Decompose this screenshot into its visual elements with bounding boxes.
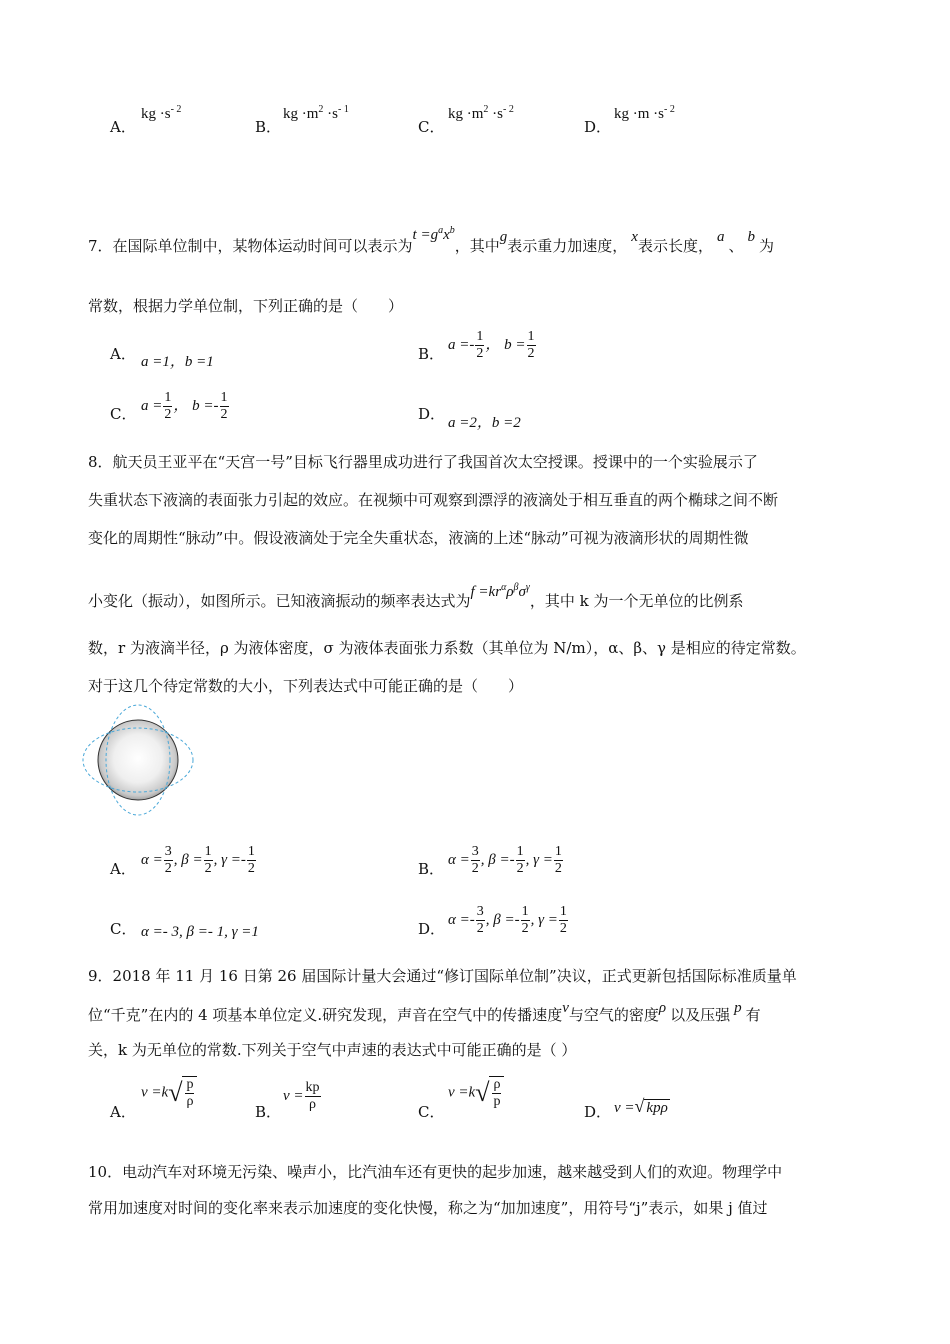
- q9-option-c-value: v =k√ $\frac{\rho}{p}$: [448, 1076, 504, 1110]
- q8-option-a-value: α = $\frac{3}{2}$ , β = $\frac{1}{2}$ , γ =- $\frac{1}{2}$: [141, 844, 255, 876]
- q9-option-d-value: v =√ kpρ: [614, 1096, 668, 1116]
- q9-stem-line2: 位“千克”在内的 4 项基本单位定义.研究发现，声音在空气中的传播速度v与空气的密度ρ 以及压强 p 有: [88, 1000, 761, 1024]
- q8-option-c-value: α =- 3, β =- 1, γ =1: [141, 924, 259, 940]
- q7-option-a-label: A．: [110, 345, 136, 363]
- q7-stem-line1: 7．在国际单位制中，某物体运动时间可以表示为$t =g^ax^b$，其中g表示重力加速度， x表示长度， a 、 b 为: [88, 225, 775, 255]
- q7-stem-line2: 常数，根据力学单位制，下列正确的是（ ）: [88, 297, 404, 315]
- q6-option-d-value: kg $\cdot m \cdot s^{- 2}$: [614, 104, 675, 122]
- q10-stem-line2: 常用加速度对时间的变化率来表示加速度的变化快慢，称之为“加加速度”，用符号“j”表示，如果 j 值过: [88, 1199, 768, 1217]
- q9-stem-line1: 9．2018 年 11 月 16 日第 26 届国际计量大会通过“修订国际单位制”决议，正式更新包括国际标准质量单: [88, 967, 797, 985]
- q6-option-c-value: kg $\cdot m^2 \cdot s^{- 2}$: [448, 104, 514, 122]
- q8-stem-line3: 变化的周期性“脉动”中。假设液滴处于完全失重状态，液滴的上述“脉动”可视为液滴形状的周期性微: [88, 529, 749, 547]
- q8-option-b-value: α = $\frac{3}{2}$ , β =- $\frac{1}{2}$ , γ = $\frac{1}{2}$: [448, 844, 562, 876]
- q8-option-c-label: C．: [110, 920, 137, 938]
- q8-option-b-label: B．: [418, 860, 445, 878]
- q7-option-b-value: a =- $\frac{1}{2}$ ， b = $\frac{1}{2}$: [448, 329, 535, 361]
- q6-option-c-label: C．: [418, 118, 445, 136]
- q8-stem-line1: 8．航天员王亚平在“天宫一号”目标飞行器里成功进行了我国首次太空授课。授课中的一个实验展示了: [88, 453, 758, 471]
- droplet-oscillation-figure: [82, 702, 196, 818]
- q7-option-c-value: a = $\frac{1}{2}$ ， b =- $\frac{1}{2}$: [141, 390, 228, 422]
- q8-option-d-value: α =- $\frac{3}{2}$ , β =- $\frac{1}{2}$ , γ = $\frac{1}{2}$: [448, 904, 567, 936]
- q9-option-c-label: C．: [418, 1103, 445, 1121]
- q7-option-a-value: a =1，b =1: [141, 354, 214, 370]
- q10-stem-line1: 10．电动汽车对环境无污染、噪声小，比汽油车还有更快的起步加速，越来越受到人们的欢迎。物理学中: [88, 1163, 783, 1181]
- q6-option-a-label: A．: [110, 118, 136, 136]
- q9-option-a-label: A．: [110, 1103, 136, 1121]
- q6-option-a-value: kg $\cdot s^{- 2}$: [141, 104, 182, 122]
- q8-stem-line4: 小变化（振动），如图所示。已知液滴振动的频率表达式为$f =kr^\alpha\rho^\beta\sigma^\gamma$，其中 k 为一个无单位的比例系: [88, 582, 744, 610]
- q7-option-b-label: B．: [418, 345, 445, 363]
- q6-option-d-label: D．: [584, 118, 612, 136]
- q7-option-d-value: a =2，b =2: [448, 415, 521, 431]
- q6-option-b-label: B．: [255, 118, 282, 136]
- q9-option-b-label: B．: [255, 1103, 282, 1121]
- q7-option-d-label: D．: [418, 405, 446, 423]
- q9-option-a-value: v =k√ $\frac{p}{\rho}$: [141, 1076, 197, 1110]
- q8-option-d-label: D．: [418, 920, 446, 938]
- q8-stem-line2: 失重状态下液滴的表面张力引起的效应。在视频中可观察到漂浮的液滴处于相互垂直的两个椭球之间不断: [88, 491, 779, 509]
- q8-stem-line5: 数，r 为液滴半径，ρ 为液体密度，σ 为液体表面张力系数（其单位为 N/m），α、β、γ 是相应的待定常数。: [88, 639, 806, 657]
- q9-option-d-label: D．: [584, 1103, 612, 1121]
- q7-option-c-label: C．: [110, 405, 137, 423]
- q8-option-a-label: A．: [110, 860, 136, 878]
- q8-stem-line6: 对于这几个待定常数的大小，下列表达式中可能正确的是（ ）: [88, 677, 524, 695]
- q9-stem-line3: 关，k 为无单位的常数.下列关于空气中声速的表达式中可能正确的是（ ）: [88, 1041, 577, 1059]
- q9-option-b-value: v = $\frac{kp}{\rho}$: [283, 1080, 320, 1112]
- q6-option-b-value: kg $\cdot m^2 \cdot s^{- 1}$: [283, 104, 349, 122]
